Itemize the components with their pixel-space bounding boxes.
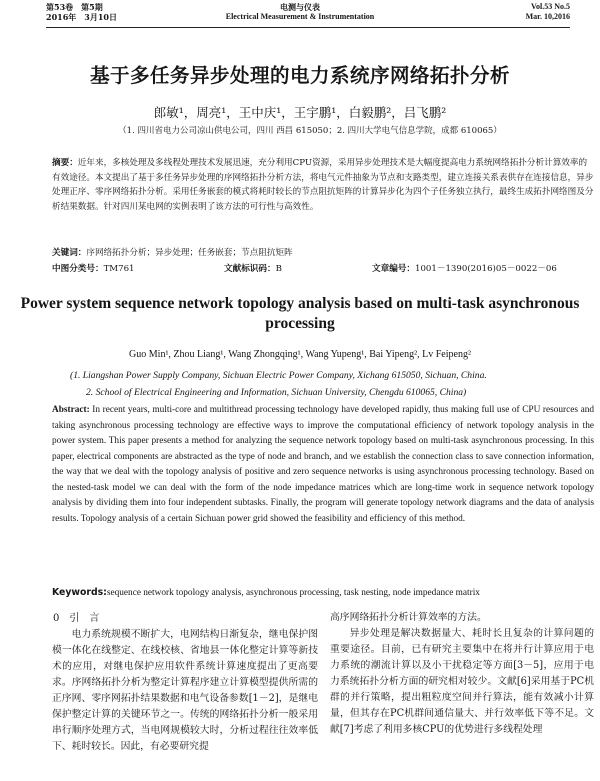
document-code: 文献标识码：B — [224, 264, 282, 274]
body-column-right — [330, 610, 594, 738]
body-paragraph: 电力系统规模不断扩大，电网结构日渐复杂，继电保护图模一体化在线整定、在线校核、省地县一体化整定计算等新技术的应用，对继电保护应用软件系统计算速度提出了更高要求。序网络拓扑分析为整定计算程序建立计算模型提供所需的正序网、零序网拓扑结果数据和电气设备参数[1－2]，是继电保护整定计算的关键环节之一。传统的网络拓扑分析一般采用串行顺序处理方式，当电网规模较大时，分析过程往往效率低下、耗时较长。因此，有必要研究提 — [52, 629, 318, 752]
english-title: Power system sequence network topology analysis based on multi-task asynchronous processing — [20, 295, 580, 332]
clc-number: 中图分类号：TM761 — [52, 264, 135, 274]
english-affiliation: (1. Liangshan Power Supply Company, Sichuan Electric Power Company, Xichang 615050, Sichuan, China. 2. School of Electrical Engineering and Information, Sichuan University, Chengdu 610065, China) — [70, 370, 487, 398]
journal-name: 电测与仪表 Electrical Measurement & Instrumentation — [225, 2, 375, 21]
journal-volume-issue: 第53卷 第5期 2016年 3月10日 — [46, 2, 117, 22]
english-abstract-label: Abstract: — [52, 405, 90, 415]
body-column-left — [52, 627, 318, 755]
body-paragraph: 异步处理是解决数据量大、耗时长且复杂的计算问题的重要途径。目前，已有研究主要集中在将并行计算应用于电力系统的潮流计算以及小干扰稳定等方面[3－5]，应用于电力系统拓扑分析方面的研究相对较少。文献[6]采用基于PC机群的并行策略，提出粗粒度空间并行算法，能有效减小计算量，但其存在PC机群间通信量大、并行效率低下等不足。文献[7]考虑了利用多核CPU的优势进行多线程处理 — [330, 628, 594, 735]
english-abstract — [52, 403, 594, 527]
chinese-title: 基于多任务异步处理的电力系统序网络拓扑分析 — [89, 64, 510, 87]
section-heading-introduction: 0 引 言 — [53, 613, 100, 624]
chinese-keywords-text: 序网络拓扑分析；异步处理；任务嵌套；节点阻抗矩阵 — [86, 248, 293, 258]
body-paragraph-continued: 高序网络拓扑分析计算效率的方法。 — [330, 612, 487, 623]
english-keywords-text: sequence network topology analysis, asynchronous processing, task nesting, node impedance matrix — [106, 588, 480, 598]
english-abstract-text: In recent years, multi-core and multithread processing technology have developed rapidly, thus making full use of CPU resources and taking asynchronous processing technology are effective ways to improve the computational efficiency of network topology analysis in the power system. This paper presents a method for analyzing the sequence network topology based on multi-task asynchronous processing. In this paper, electrical components are abstracted as the type of node and branch, and we establish the connection class to save connection information, the way that we deal with the topology analysis of positive and zero sequence networks is using asynchronous processing technology. Based on the nested-task model we can deal with the form of the node impedance matrices which are long-time work in sequence network topology analysis by dividing them into four independent subtasks. Finally, the program will generate topology network diagrams and the data of analysis results. Topology analysis of a certain Sichuan power grid showed the feasibility and efficiency of this method. — [52, 405, 594, 524]
chinese-keywords-label: 关键词： — [52, 248, 87, 258]
english-authors: Guo Min¹, Zhou Liang¹, Wang Zhongqing¹, Wang Yupeng¹, Bai Yipeng², Lv Feipeng² — [129, 349, 471, 360]
chinese-abstract — [52, 156, 594, 214]
header-rule — [46, 27, 570, 28]
chinese-abstract-text: 近年来，多核处理及多线程处理技术发展迅速，充分利用CPU资源，采用异步处理技术是大幅度提高电力系统网络拓扑分析计算效率的有效途径。本文提出了基于多任务异步处理的序网络拓扑分析方法，将电气元件抽象为节点和支路类型，建立连接关系表供存在连接信息，异步处理正序、零序网络拓扑分析。采用任务嵌套的模式将耗时较长的节点阻抗矩阵的计算异步化为四个子任务独立执行，最终生成拓扑网络图及分析结果数据。针对四川某电网的实例表明了该方法的可行性与高效性。 — [52, 158, 594, 212]
journal-vol-date: Vol.53 No.5 Mar. 10,2016 — [525, 2, 570, 21]
chinese-keywords — [52, 246, 594, 258]
article-number: 文章编号：1001－1390(2016)05－0022－06 — [372, 264, 557, 274]
chinese-affiliation: （1. 四川省电力公司凉山供电公司，四川 西昌 615050；2. 四川大学电气信息学院，成都 610065） — [118, 126, 502, 136]
chinese-abstract-label: 摘要： — [52, 158, 78, 168]
english-keywords-label: Keywords: — [52, 587, 107, 598]
chinese-authors: 郎敏¹，周亮¹，王中庆¹，王宇鹏¹，白毅鹏²，吕飞鹏² — [153, 105, 447, 120]
english-keywords — [52, 587, 594, 598]
